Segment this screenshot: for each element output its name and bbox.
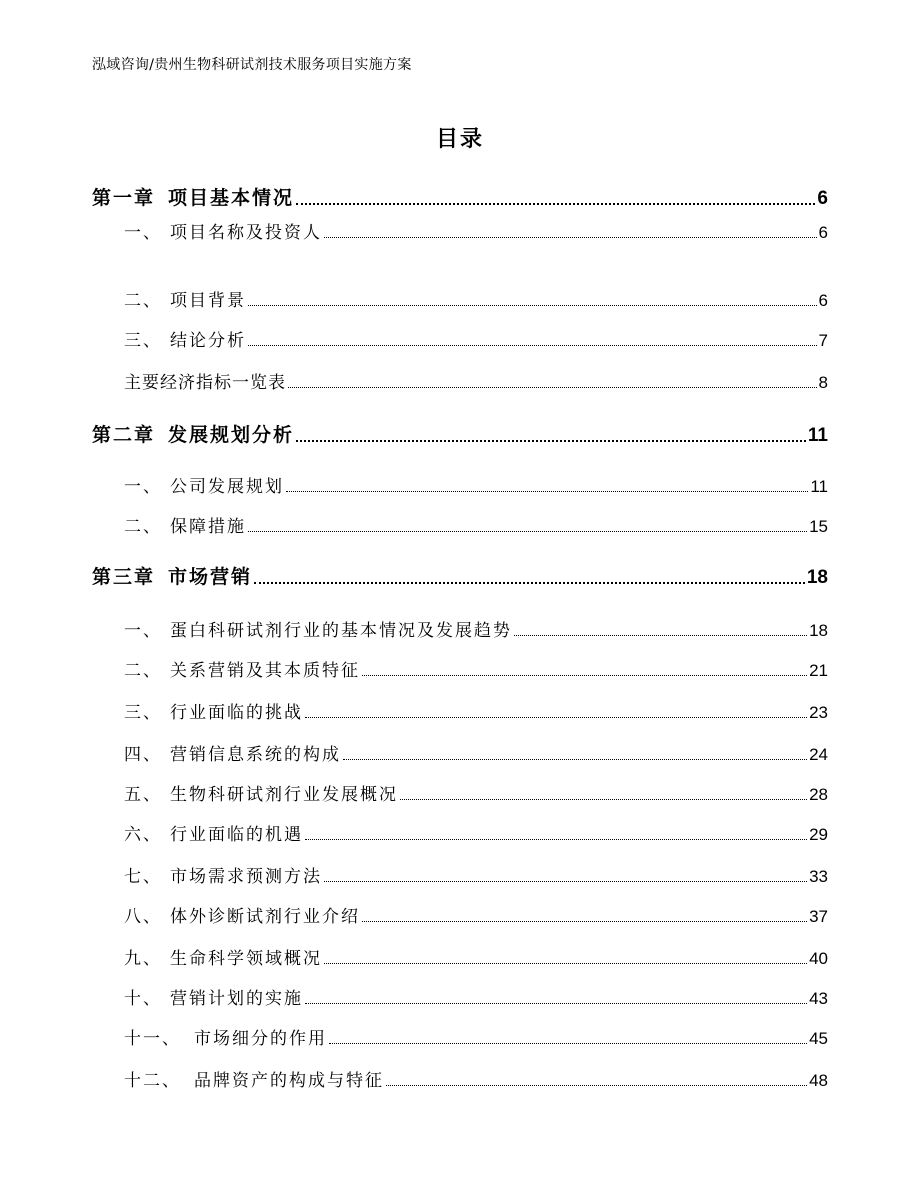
toc-dot-leader <box>362 921 807 922</box>
toc-dot-leader <box>288 387 817 388</box>
toc-entry-title: 主要经济指标一览表 <box>124 373 286 393</box>
toc-dot-leader <box>248 531 807 532</box>
toc-entry-number: 五、 <box>124 785 162 805</box>
toc-entry-title: 行业面临的挑战 <box>170 703 303 723</box>
toc-page-number: 6 <box>818 291 828 310</box>
toc-entry-number: 十、 <box>124 989 162 1009</box>
toc-chapter-entry[interactable] <box>92 562 828 590</box>
toc-page-number: 24 <box>809 745 828 764</box>
toc-page-number: 45 <box>809 1029 828 1048</box>
toc-entry-number: 第三章 <box>92 566 156 588</box>
toc-entry-title: 蛋白科研试剂行业的基本情况及发展趋势 <box>170 621 512 641</box>
toc-entry-title: 公司发展规划 <box>170 477 284 497</box>
toc-dot-leader <box>305 717 807 718</box>
toc-page-number: 7 <box>818 331 828 350</box>
toc-entry-title: 市场需求预测方法 <box>170 867 322 887</box>
toc-page-number: 21 <box>809 661 828 680</box>
toc-page-number: 48 <box>809 1071 828 1090</box>
toc-entry-number: 十二、 <box>124 1071 181 1091</box>
toc-entry-number: 四、 <box>124 745 162 765</box>
toc-page-number: 18 <box>809 621 828 640</box>
toc-chapter-entry[interactable] <box>92 183 828 211</box>
toc-page-number: 33 <box>809 867 828 886</box>
toc-dot-leader <box>248 345 817 346</box>
page-title: 目录 <box>435 127 484 152</box>
toc-section-entry[interactable] <box>124 780 828 806</box>
toc-entry-title: 关系营销及其本质特征 <box>170 661 360 681</box>
toc-entry-title: 项目名称及投资人 <box>170 223 322 243</box>
toc-entry-number: 九、 <box>124 949 162 969</box>
toc-chapter-entry[interactable] <box>92 420 828 448</box>
toc-entry-number: 第二章 <box>92 424 156 446</box>
toc-entry-number: 三、 <box>124 703 162 723</box>
toc-page-number: 23 <box>809 703 828 722</box>
toc-entry-number: 第一章 <box>92 187 156 209</box>
toc-entry-number: 二、 <box>124 517 162 537</box>
toc-section-entry[interactable] <box>124 512 828 538</box>
toc-entry-number: 八、 <box>124 907 162 927</box>
toc-page-number: 15 <box>809 517 828 536</box>
toc-section-entry[interactable] <box>124 218 828 244</box>
toc-entry-number: 六、 <box>124 825 162 845</box>
toc-page-number: 11 <box>807 425 828 446</box>
toc-section-entry[interactable] <box>124 286 828 312</box>
toc-section-entry[interactable] <box>124 368 828 394</box>
toc-section-entry[interactable] <box>124 656 828 682</box>
toc-dot-leader <box>296 440 806 442</box>
toc-entry-number: 十一、 <box>124 1029 181 1049</box>
toc-page-number: 40 <box>809 949 828 968</box>
toc-dot-leader <box>324 963 807 964</box>
toc-section-entry[interactable] <box>124 326 828 352</box>
toc-dot-leader <box>329 1043 807 1044</box>
toc-entry-title: 项目基本情况 <box>168 187 295 209</box>
toc-section-entry[interactable] <box>124 862 828 888</box>
toc-section-entry[interactable] <box>124 616 828 642</box>
toc-entry-number: 一、 <box>124 621 162 641</box>
toc-entry-title: 市场细分的作用 <box>194 1029 327 1049</box>
toc-dot-leader <box>343 759 807 760</box>
toc-dot-leader <box>296 203 815 205</box>
toc-dot-leader <box>305 1003 807 1004</box>
toc-page-number: 37 <box>809 907 828 926</box>
toc-dot-leader <box>362 675 807 676</box>
toc-dot-leader <box>254 582 805 584</box>
toc-page-number: 11 <box>810 477 828 496</box>
toc-page-number: 6 <box>818 223 828 242</box>
toc-entry-title: 保障措施 <box>170 517 246 537</box>
toc-section-entry[interactable] <box>124 944 828 970</box>
toc-dot-leader <box>400 799 807 800</box>
toc-section-entry[interactable] <box>124 1024 828 1050</box>
toc-entry-number: 一、 <box>124 477 162 497</box>
toc-entry-title: 生物科研试剂行业发展概况 <box>170 785 398 805</box>
toc-entry-title: 营销信息系统的构成 <box>170 745 341 765</box>
toc-entry-title: 生命科学领域概况 <box>170 949 322 969</box>
toc-page-number: 6 <box>817 188 828 209</box>
toc-entry-title: 体外诊断试剂行业介绍 <box>170 907 360 927</box>
toc-dot-leader <box>324 237 817 238</box>
toc-dot-leader <box>324 881 807 882</box>
toc-section-entry[interactable] <box>124 698 828 724</box>
toc-dot-leader <box>248 305 817 306</box>
toc-page-number: 28 <box>809 785 828 804</box>
toc-dot-leader <box>286 491 808 492</box>
toc-entry-title: 发展规划分析 <box>168 424 295 446</box>
toc-entry-number: 三、 <box>124 331 162 351</box>
toc-entry-number: 七、 <box>124 867 162 887</box>
toc-section-entry[interactable] <box>124 984 828 1010</box>
toc-entry-title: 行业面临的机遇 <box>170 825 303 845</box>
toc-dot-leader <box>305 839 807 840</box>
toc-dot-leader <box>386 1085 807 1086</box>
toc-page-number: 8 <box>818 373 828 392</box>
toc-page-number: 29 <box>809 825 828 844</box>
toc-section-entry[interactable] <box>124 820 828 846</box>
toc-entry-title: 项目背景 <box>170 291 246 311</box>
toc-page-number: 43 <box>809 989 828 1008</box>
toc-section-entry[interactable] <box>124 902 828 928</box>
toc-entry-number: 二、 <box>124 661 162 681</box>
running-header: 泓域咨询/贵州生物科研试剂技术服务项目实施方案 <box>92 57 412 73</box>
toc-entry-number: 二、 <box>124 291 162 311</box>
toc-dot-leader <box>514 635 807 636</box>
toc-entry-title: 营销计划的实施 <box>170 989 303 1009</box>
toc-entry-title: 结论分析 <box>170 331 246 351</box>
toc-page-number: 18 <box>806 567 828 588</box>
toc-section-entry[interactable] <box>124 1066 828 1092</box>
toc-entry-title: 市场营销 <box>168 566 253 588</box>
toc-entry-title: 品牌资产的构成与特征 <box>194 1071 384 1091</box>
toc-section-entry[interactable] <box>124 740 828 766</box>
toc-section-entry[interactable] <box>124 472 828 498</box>
toc-entry-number: 一、 <box>124 223 162 243</box>
